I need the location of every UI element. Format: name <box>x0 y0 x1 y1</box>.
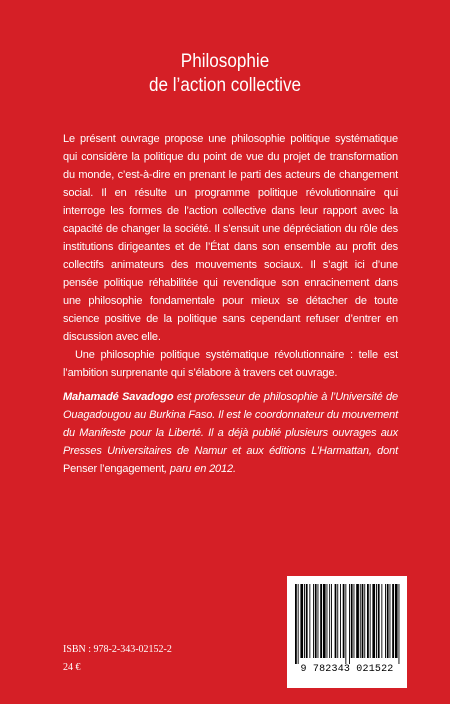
barcode-bar <box>349 584 350 664</box>
barcode-bar <box>392 584 394 658</box>
title-line-1: Philosophie <box>180 51 270 72</box>
barcode-bars <box>293 584 401 664</box>
barcode-digits: 9 782343 021522 <box>300 664 394 675</box>
author-name: Mahamadé Savadogo <box>63 391 174 403</box>
barcode-bar <box>378 584 380 658</box>
barcode-bar <box>399 584 400 664</box>
barcode-bar <box>364 584 365 658</box>
blurb-paragraph-2: Une philosophie politique systématique révolutionnaire : telle est l’ambition surprenante qui s’élabore à travers cet ouvrage. <box>63 349 398 379</box>
barcode-bar <box>331 584 332 658</box>
book-title <box>23 50 428 98</box>
barcode-bar <box>323 584 326 658</box>
author-bio <box>63 388 398 478</box>
barcode-bar <box>367 584 369 658</box>
barcode-bar <box>309 584 310 658</box>
barcode-bar <box>381 584 382 658</box>
title-line-2: de l’action collective <box>148 75 302 96</box>
barcode-bar <box>327 584 328 658</box>
barcode-bar <box>306 584 308 658</box>
barcode-bar <box>343 584 345 658</box>
author-bio-text-2: , paru en 2012. <box>164 463 236 475</box>
barcode-bar <box>329 584 330 658</box>
barcode-bar <box>315 584 317 658</box>
barcode-bar <box>345 584 346 664</box>
author-bio-book-title: Penser l’engagement <box>63 463 165 475</box>
blurb <box>63 130 398 382</box>
barcode-bar <box>313 584 314 658</box>
barcode-bar <box>351 584 353 658</box>
barcode-bar <box>370 584 371 658</box>
barcode-bar <box>300 584 303 658</box>
barcode-bar <box>385 584 386 658</box>
barcode-bar <box>387 584 389 658</box>
blurb-paragraph-1: Le présent ouvrage propose une philosophie politique systématique qui considère la politique du point de vue du projet de transformation du monde, c’est-à-dire en prenant le parti des acteurs de changement social. Il en résulte un programme politique révolutionnaire qui interroge les formes de l’action collective dans leur rapport avec la capacité de changer la société. Il s’ensuit une dépréciation du rôle des institutions dirigeantes et de l’État dans son ensemble au profit des collectifs animateurs des mouvements sociaux. Il s’agit ici d’une pensée politique réhabilitée qui revendique son enracinement dans une philosophie fondamentale pour mieux se détacher de toute science positive de la politique sans cependant refuser d’entrer en discussion avec elle. <box>63 133 398 343</box>
barcode-bar <box>356 584 359 658</box>
barcode-bar <box>318 584 319 658</box>
barcode <box>287 576 407 688</box>
barcode-bar <box>320 584 322 658</box>
price: 24 € <box>63 662 81 673</box>
barcode-bar <box>304 584 305 658</box>
barcode-bar <box>376 584 377 658</box>
barcode-bar <box>360 584 361 658</box>
barcode-bar <box>372 584 375 658</box>
barcode-bar <box>354 584 355 658</box>
barcode-bar <box>295 584 297 664</box>
barcode-bar <box>395 584 398 658</box>
barcode-bar <box>335 584 337 658</box>
barcode-bar <box>298 584 299 664</box>
barcode-bar <box>337 584 338 658</box>
isbn: ISBN : 978-2-343-02152-2 <box>63 644 172 655</box>
barcode-bar <box>340 584 341 658</box>
author-bio-text-1: est professeur de philosophie à l’Université de Ouagadougou au Burkina Faso. Il est le coordonnateur du mouvement du Manifeste pour la Liberté. Il a déjà publié plusieurs ouvrages aux Presses Universitaires de Namur et aux éditions L’Harmattan, dont <box>63 391 398 457</box>
barcode-bar <box>390 584 391 658</box>
barcode-bar <box>362 584 364 658</box>
